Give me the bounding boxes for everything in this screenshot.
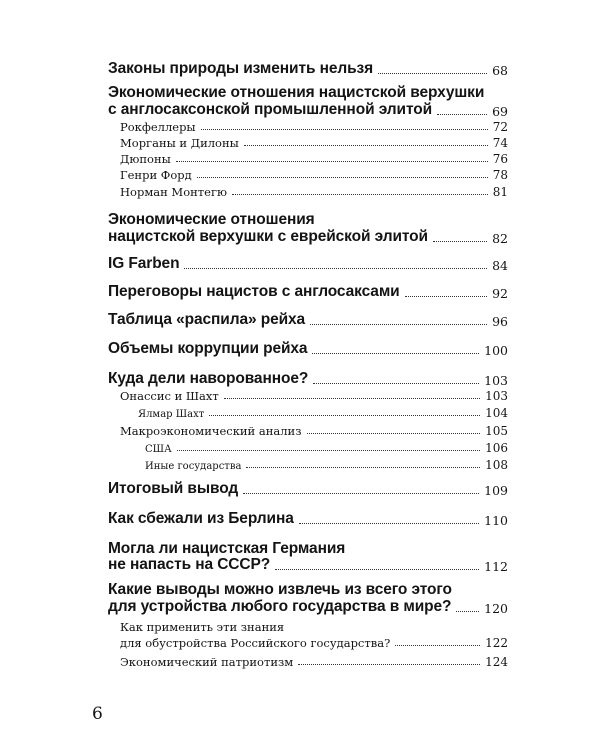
toc-entry-page: 72 bbox=[492, 120, 508, 134]
toc-entry bbox=[108, 283, 508, 301]
toc-entry-title: Иные государства bbox=[145, 461, 242, 472]
dot-leader bbox=[246, 466, 480, 468]
toc-entry-title: с англосаксонской промышленной элитой bbox=[108, 101, 433, 118]
dot-leader bbox=[307, 432, 481, 434]
toc-entry-page: 124 bbox=[485, 655, 508, 669]
dot-leader bbox=[275, 568, 479, 570]
toc-entry-page: 81 bbox=[492, 185, 508, 199]
dot-leader bbox=[209, 414, 480, 416]
dot-leader bbox=[312, 352, 479, 354]
toc-entry-title: Морганы и Дилоны bbox=[120, 136, 239, 150]
toc-entry bbox=[145, 441, 508, 455]
toc-entry bbox=[120, 424, 508, 438]
toc-entry bbox=[108, 311, 508, 329]
toc-entry-title-line1: Экономические отношения нацистской верхушки bbox=[108, 84, 485, 101]
toc-entry-page: 103 bbox=[484, 373, 508, 388]
dot-leader bbox=[224, 397, 480, 399]
toc-entry-title: IG Farben bbox=[108, 255, 180, 272]
toc-entry-page: 92 bbox=[492, 286, 508, 301]
toc-entry bbox=[108, 480, 508, 498]
toc-entry-page: 68 bbox=[492, 63, 508, 78]
toc-entry-title: не напасть на СССР? bbox=[108, 556, 271, 573]
toc-entry-title-line1: Как применить эти знания bbox=[120, 620, 285, 634]
dot-leader bbox=[298, 663, 480, 665]
toc-entry-title-line1: Экономические отношения bbox=[108, 211, 315, 228]
toc-entry-page: 74 bbox=[492, 136, 508, 150]
toc-entry-title: Генри Форд bbox=[120, 168, 192, 182]
toc-entry-page: 112 bbox=[484, 559, 508, 574]
toc-entry-title: для устройства любого государства в мире? bbox=[108, 598, 452, 615]
toc-entry bbox=[120, 185, 508, 199]
toc-entry bbox=[108, 228, 508, 246]
toc-entry-title: нацистской верхушки с еврейской элитой bbox=[108, 228, 428, 245]
toc-entry-title: Куда дели наворованное? bbox=[108, 370, 309, 387]
dot-leader bbox=[310, 323, 487, 325]
toc-entry-title: Дюпоны bbox=[120, 152, 171, 166]
toc-entry bbox=[108, 598, 508, 616]
dot-leader bbox=[405, 295, 487, 297]
toc-entry bbox=[108, 556, 508, 574]
toc-entry-title: Объемы коррупции рейха bbox=[108, 340, 308, 357]
toc-entry bbox=[108, 370, 508, 388]
dot-leader bbox=[456, 610, 479, 612]
toc-entry bbox=[138, 406, 508, 420]
toc-entry-title: Норман Монтегю bbox=[120, 185, 228, 199]
toc-entry-title: Как сбежали из Берлина bbox=[108, 510, 294, 527]
toc-entry bbox=[120, 636, 508, 650]
toc-entry-title: Ялмар Шахт bbox=[138, 409, 205, 420]
dot-leader bbox=[232, 193, 488, 195]
toc-entry-page: 84 bbox=[492, 258, 508, 273]
toc-entry bbox=[108, 60, 508, 78]
toc-entry-title: Онассис и Шахт bbox=[120, 389, 219, 403]
page-number: 6 bbox=[92, 704, 103, 724]
toc-entry-page: 100 bbox=[484, 343, 508, 358]
toc-entry-title: США bbox=[145, 444, 172, 455]
toc-entry-title-line1: Могла ли нацистская Германия bbox=[108, 540, 346, 557]
dot-leader bbox=[299, 522, 479, 524]
toc-entry-title: Экономический патриотизм bbox=[120, 655, 294, 669]
toc-entry-title: Таблица «распила» рейха bbox=[108, 311, 306, 328]
dot-leader bbox=[433, 240, 487, 242]
dot-leader bbox=[197, 176, 488, 178]
toc-entry-page: 108 bbox=[485, 458, 508, 472]
toc-entry bbox=[120, 136, 508, 150]
dot-leader bbox=[395, 644, 480, 646]
dot-leader bbox=[378, 72, 487, 74]
dot-leader bbox=[313, 382, 479, 384]
toc-entry-page: 122 bbox=[485, 636, 508, 650]
toc-entry-page: 105 bbox=[485, 424, 508, 438]
toc-entry-title: Макроэкономический анализ bbox=[120, 424, 302, 438]
toc-entry bbox=[120, 389, 508, 403]
toc-entry-page: 76 bbox=[492, 152, 508, 166]
toc-entry-page: 78 bbox=[492, 168, 508, 182]
toc-entry-title-line1-row bbox=[120, 620, 508, 634]
toc-entry bbox=[108, 510, 508, 528]
toc-entry bbox=[120, 152, 508, 166]
toc-entry bbox=[145, 458, 508, 472]
toc-entry-title: Итоговый вывод bbox=[108, 480, 239, 497]
toc-entry-title: Законы природы изменить нельзя bbox=[108, 60, 374, 77]
toc-entry-page: 82 bbox=[492, 231, 508, 246]
dot-leader bbox=[184, 267, 487, 269]
dot-leader bbox=[176, 160, 488, 162]
toc-entry-title: для обустройства Российского государства? bbox=[120, 636, 391, 650]
dot-leader bbox=[177, 449, 480, 451]
toc-entry bbox=[120, 120, 508, 134]
toc-entry-page: 104 bbox=[485, 406, 508, 420]
toc-entry bbox=[108, 101, 508, 119]
toc-entry-page: 109 bbox=[484, 483, 508, 498]
toc-entry-page: 103 bbox=[485, 389, 508, 403]
toc-entry-title: Переговоры нацистов с англосаксами bbox=[108, 283, 400, 300]
toc-entry bbox=[108, 255, 508, 273]
toc-entry-title: Рокфеллеры bbox=[120, 120, 196, 134]
toc-entry bbox=[108, 340, 508, 358]
toc-entry bbox=[120, 655, 508, 669]
toc-entry-page: 96 bbox=[492, 314, 508, 329]
dot-leader bbox=[201, 128, 488, 130]
toc-entry-page: 110 bbox=[484, 513, 508, 528]
toc-entry-page: 120 bbox=[484, 601, 508, 616]
toc-entry bbox=[120, 168, 508, 182]
dot-leader bbox=[243, 492, 479, 494]
dot-leader bbox=[437, 113, 487, 115]
dot-leader bbox=[244, 144, 488, 146]
toc-entry-page: 106 bbox=[485, 441, 508, 455]
toc-entry-page: 69 bbox=[492, 104, 508, 119]
toc-entry-title-line1: Какие выводы можно извлечь из всего этого bbox=[108, 581, 452, 598]
